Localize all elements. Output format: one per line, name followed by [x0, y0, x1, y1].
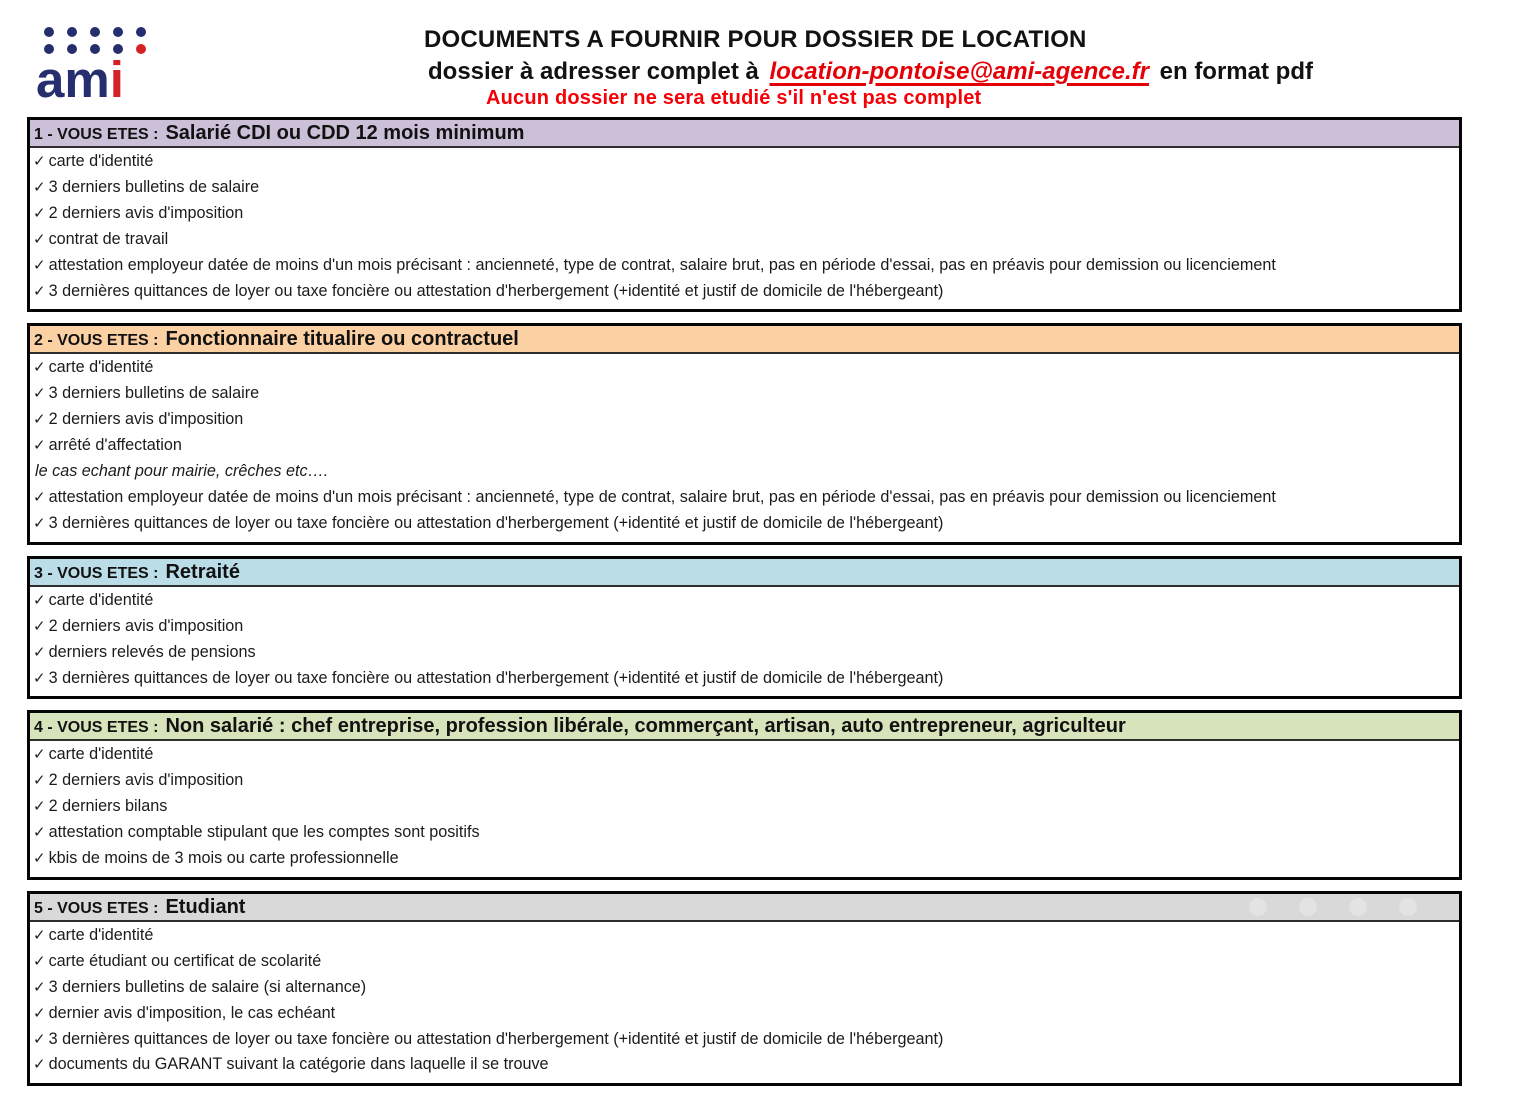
logo-dots-icon — [44, 27, 146, 54]
check-icon: ✓ — [33, 591, 46, 609]
checklist-item — [33, 666, 1457, 692]
checklist-item — [33, 511, 1457, 537]
section-title: Etudiant — [165, 895, 246, 918]
checklist-item — [33, 614, 1457, 640]
logo-dot-red — [136, 44, 146, 54]
check-icon: ✓ — [33, 798, 46, 816]
checklist-item — [33, 433, 1457, 459]
send-instruction-suffix: en format pdf — [1159, 58, 1313, 85]
checklist-item — [33, 975, 1457, 1001]
check-icon: ✓ — [33, 772, 46, 790]
check-icon: ✓ — [33, 437, 46, 455]
check-icon: ✓ — [33, 488, 46, 506]
logo-wordmark — [36, 51, 146, 108]
item-text: attestation employeur datée de moins d'un mois précisant : ancienneté, type de contrat, salaire brut, pas en période d'essai, pas en préavis pour demission ou licenciement — [48, 255, 1276, 274]
item-text: carte d'identité — [48, 745, 154, 764]
item-text: 3 dernières quittances de loyer ou taxe foncière ou attestation d'herbergement (+identité et justif de domicile de l'hébergeant) — [48, 513, 944, 532]
section-header — [30, 326, 1459, 354]
checklist-item — [33, 355, 1457, 381]
logo-dot — [113, 27, 123, 37]
checklist-item — [33, 227, 1457, 253]
checklist-item — [33, 175, 1457, 201]
logo-text-am: am — [36, 51, 110, 108]
check-icon: ✓ — [33, 359, 46, 377]
checklist-item — [33, 1027, 1457, 1053]
check-icon: ✓ — [33, 643, 46, 661]
item-text: attestation comptable stipulant que les comptes sont positifs — [48, 823, 480, 842]
section-title: Fonctionnaire titualire ou contractuel — [165, 328, 519, 351]
checklist-item — [33, 846, 1457, 872]
item-text: 2 derniers avis d'imposition — [48, 203, 244, 222]
item-text: dernier avis d'imposition, le cas echéant — [48, 1003, 336, 1022]
check-icon: ✓ — [33, 178, 46, 196]
checklist — [30, 354, 1459, 541]
checklist — [30, 148, 1459, 309]
email-link[interactable]: location-pontoise@ami-agence.fr — [769, 58, 1149, 85]
item-text: documents du GARANT suivant la catégorie dans laquelle il se trouve — [48, 1055, 549, 1074]
section-etudiant — [27, 891, 1462, 1086]
item-text: attestation employeur datée de moins d'un mois précisant : ancienneté, type de contrat, salaire brut, pas en période d'essai, pas en préavis pour demission ou licenciement — [48, 487, 1276, 506]
send-instruction-line — [428, 58, 1313, 86]
section-number-label: 1 - VOUS ETES : — [34, 126, 159, 143]
checklist-item — [33, 768, 1457, 794]
checklist — [30, 922, 1459, 1083]
item-text: le cas echant pour mairie, crêches etc…. — [35, 462, 329, 481]
checklist-item — [33, 1052, 1457, 1078]
item-text: kbis de moins de 3 mois ou carte professionnelle — [48, 849, 399, 868]
checklist-item — [33, 794, 1457, 820]
item-text: 3 dernières quittances de loyer ou taxe foncière ou attestation d'herbergement (+identité et justif de domicile de l'hébergeant) — [48, 1029, 944, 1048]
checklist-item — [33, 949, 1457, 975]
checklist-item — [33, 201, 1457, 227]
item-text: 2 derniers avis d'imposition — [48, 410, 244, 429]
item-text: carte d'identité — [48, 590, 154, 609]
item-text: 2 derniers avis d'imposition — [48, 616, 244, 635]
item-text: carte d'identité — [48, 358, 154, 377]
check-icon: ✓ — [33, 746, 46, 764]
check-icon: ✓ — [33, 824, 46, 842]
checklist-item — [33, 381, 1457, 407]
item-text: 3 derniers bulletins de salaire — [48, 384, 260, 403]
checklist-item — [33, 1001, 1457, 1027]
document-header — [424, 26, 1313, 110]
check-icon: ✓ — [33, 153, 46, 170]
ami-logo — [36, 27, 146, 108]
warning-text: Aucun dossier ne sera etudié s'il n'est pas complet — [486, 87, 982, 109]
logo-dot — [90, 27, 100, 37]
item-text: 2 derniers avis d'imposition — [48, 771, 244, 790]
check-icon: ✓ — [33, 926, 46, 944]
check-icon: ✓ — [33, 1056, 46, 1074]
section-header — [30, 120, 1459, 148]
check-icon: ✓ — [33, 411, 46, 429]
section-retraite — [27, 556, 1462, 700]
check-icon: ✓ — [33, 282, 46, 300]
section-title: Non salarié : chef entreprise, profession libérale, commerçant, artisan, auto entrepreneur, agriculteur — [165, 715, 1126, 738]
check-icon: ✓ — [33, 850, 46, 868]
check-icon: ✓ — [33, 952, 46, 970]
check-icon: ✓ — [33, 1004, 46, 1022]
check-icon: ✓ — [33, 385, 46, 403]
item-text: derniers relevés de pensions — [48, 642, 256, 661]
logo-dot — [136, 27, 146, 37]
checklist — [30, 587, 1459, 697]
checklist — [30, 741, 1459, 877]
check-icon: ✓ — [33, 978, 46, 996]
section-number-label: 2 - VOUS ETES : — [34, 332, 159, 350]
item-text: carte d'identité — [48, 925, 154, 944]
checklist-item — [33, 820, 1457, 846]
page-title: DOCUMENTS A FOURNIR POUR DOSSIER DE LOCATION — [424, 26, 1087, 53]
logo-dot — [44, 27, 54, 37]
item-text: 3 dernières quittances de loyer ou taxe foncière ou attestation d'herbergement (+identité et justif de domicile de l'hébergeant) — [48, 281, 944, 300]
item-text: contrat de travail — [48, 229, 169, 248]
checklist-item — [33, 742, 1457, 768]
send-instruction-prefix: dossier à adresser complet à — [428, 58, 759, 85]
check-icon: ✓ — [33, 617, 46, 635]
checklist-item — [33, 279, 1457, 305]
check-icon: ✓ — [33, 256, 46, 274]
logo-text-i: i — [109, 51, 124, 108]
item-text: carte d'identité — [48, 152, 154, 170]
section-title: Retraité — [165, 560, 240, 583]
checklist-item — [33, 253, 1457, 279]
watermark-dots — [1217, 898, 1417, 916]
section-fonctionnaire — [27, 323, 1462, 544]
logo-dot — [67, 27, 77, 37]
check-icon: ✓ — [33, 1030, 46, 1048]
check-icon: ✓ — [33, 204, 46, 222]
section-number-label: 5 - VOUS ETES : — [34, 899, 159, 917]
sections-list — [27, 117, 1462, 1097]
note-line — [33, 459, 1457, 485]
item-text: carte étudiant ou certificat de scolarité — [48, 951, 322, 970]
section-header — [30, 559, 1459, 587]
check-icon: ✓ — [33, 669, 46, 687]
checklist-item — [33, 407, 1457, 433]
section-non-salarie — [27, 710, 1462, 880]
section-header — [30, 894, 1459, 922]
item-text: 3 derniers bulletins de salaire — [48, 177, 260, 196]
section-title: Salarié CDI ou CDD 12 mois minimum — [165, 122, 525, 144]
section-number-label: 4 - VOUS ETES : — [34, 719, 159, 737]
section-header — [30, 713, 1459, 741]
section-salarie — [27, 117, 1462, 312]
item-text: arrêté d'affectation — [48, 436, 182, 455]
checklist-item — [33, 149, 1457, 175]
section-number-label: 3 - VOUS ETES : — [34, 564, 159, 582]
check-icon: ✓ — [33, 230, 46, 248]
item-text: 2 derniers bilans — [48, 797, 168, 816]
checklist-item — [33, 923, 1457, 949]
checklist-item — [33, 640, 1457, 666]
checklist-item — [33, 588, 1457, 614]
item-text: 3 derniers bulletins de salaire (si alternance) — [48, 977, 367, 996]
check-icon: ✓ — [33, 514, 46, 532]
checklist-item — [33, 485, 1457, 511]
item-text: 3 dernières quittances de loyer ou taxe foncière ou attestation d'herbergement (+identité et justif de domicile de l'hébergeant) — [48, 668, 944, 687]
